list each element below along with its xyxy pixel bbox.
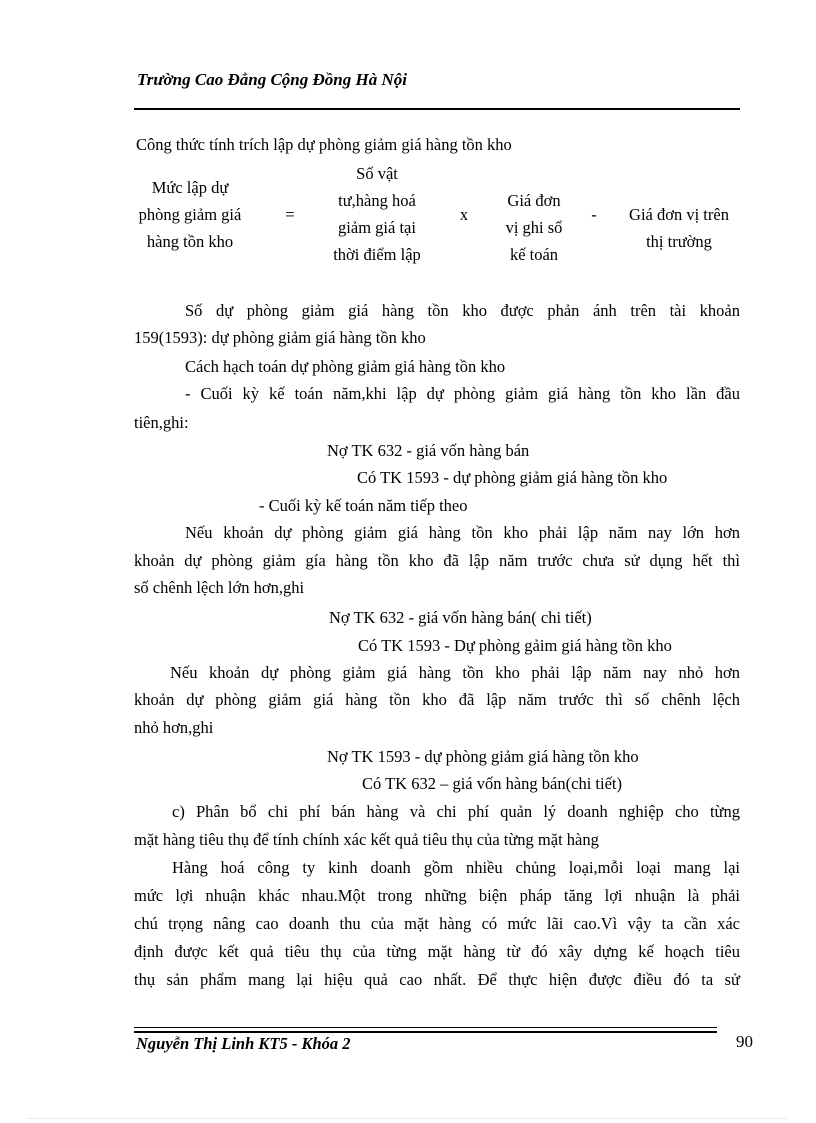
formula-col1-line: hàng tồn kho	[146, 232, 234, 251]
paragraph-line: mặt hàng tiêu thụ để tính chính xác kết quả tiêu thụ của từng mặt hàng	[134, 830, 599, 849]
formula-col1-line: phòng giảm giá	[138, 205, 242, 224]
header-divider	[134, 108, 740, 110]
paragraph-line: Cách hạch toán dự phòng giảm giá hàng tồn kho	[185, 357, 506, 376]
formula-equals: =	[285, 205, 295, 224]
paragraph-line: mức lợi nhuận khác nhau.Một trong những biện pháp tăng lợi nhuận là phải	[134, 886, 740, 905]
formula-col3	[486, 187, 582, 268]
formula-col3-line: Giá đơn	[507, 191, 561, 210]
paragraph-line: Hàng hoá công ty kinh doanh gồm nhiều chủng loại,mỗi loại mang lại	[172, 858, 740, 877]
formula-col2-line: giảm giá tại	[338, 218, 416, 237]
paragraph-line: c) Phân bổ chi phí bán hàng và chi phí quản lý doanh nghiệp cho từng	[172, 802, 740, 821]
paragraph-line: tiên,ghi:	[134, 413, 189, 432]
paragraph-line: số chênh lệch lớn hơn,ghi	[134, 578, 305, 597]
paragraph-line: Nếu khoản dự phòng giảm giá hàng tồn kho phải lập năm nay lớn hơn	[185, 523, 740, 542]
formula-col2-line: tư,hàng hoá	[338, 191, 416, 210]
intro-text: Công thức tính trích lập dự phòng giảm giá hàng tồn kho	[136, 135, 512, 154]
footer-author: Nguyễn Thị Linh KT5 - Khóa 2	[136, 1034, 351, 1053]
paragraph-line: Nếu khoản dự phòng giảm giá hàng tồn kho phải lập năm nay nhỏ hơn	[170, 663, 740, 682]
journal-entry-debit: Nợ TK 1593 - dự phòng giảm giá hàng tồn kho	[327, 747, 639, 766]
journal-entry-debit: Nợ TK 632 - giá vốn hàng bán	[327, 441, 530, 460]
journal-entry-credit: Có TK 632 – giá vốn hàng bán(chi tiết)	[362, 774, 622, 793]
paragraph-line: - Cuối kỳ kế toán năm tiếp theo	[259, 496, 468, 515]
journal-entry-debit: Nợ TK 632 - giá vốn hàng bán( chi tiết)	[329, 608, 592, 627]
paragraph-line: khoản dự phòng giảm gía hàng tồn kho đã lập năm trước chưa sử dụng hết thì	[134, 551, 740, 570]
formula-col2-line: thời điểm lập	[333, 245, 421, 264]
paragraph-line: thụ sản phẩm mang lại hiệu quả cao nhất. Để thực hiện được điều đó ta sử	[134, 970, 740, 989]
formula-col2	[314, 160, 440, 268]
paragraph-line: chú trọng nâng cao doanh thu của mặt hàng có mức lãi cao.Vì vậy ta cần xác	[134, 914, 740, 933]
paragraph-line: 159(1593): dự phòng giảm giá hàng tồn kho	[134, 328, 426, 347]
formula-col1	[120, 174, 260, 255]
header-title: Trường Cao Đẳng Cộng Đồng Hà Nội	[137, 70, 407, 89]
formula-col1-line: Mức lập dự	[151, 178, 229, 197]
paragraph-line: định được kết quả tiêu thụ của từng mặt hàng từ đó xây dựng kế hoạch tiêu	[134, 942, 740, 961]
formula-col3-line: kế toán	[509, 245, 559, 264]
formula-col4-line: thị trường	[646, 232, 712, 251]
footer-divider	[134, 1031, 717, 1033]
paragraph-line: Số dự phòng giảm giá hàng tồn kho được phản ánh trên tài khoản	[185, 301, 740, 320]
journal-entry-credit: Có TK 1593 - dự phòng giảm giá hàng tồn kho	[357, 468, 668, 487]
page-edge	[28, 1118, 788, 1119]
page-number: 90	[736, 1032, 753, 1051]
formula-times: x	[459, 205, 469, 224]
formula-minus: -	[591, 205, 597, 224]
paragraph-line: nhỏ hơn,ghi	[134, 718, 214, 737]
paragraph-line: khoản dự phòng giảm giá hàng tồn kho đã lập năm trước thì số chênh lệch	[134, 690, 740, 709]
formula-col4	[612, 201, 746, 255]
formula-col3-line: vị ghi sổ	[505, 218, 563, 237]
journal-entry-credit: Có TK 1593 - Dự phòng gảim giá hàng tồn kho	[358, 636, 672, 655]
footer-divider	[134, 1027, 717, 1028]
formula-col2-line: Số vật	[356, 164, 398, 183]
formula-col4-line: Giá đơn vị trên	[629, 205, 729, 224]
paragraph-line: - Cuối kỳ kế toán năm,khi lập dự phòng giảm giá hàng tồn kho lần đầu	[185, 384, 740, 403]
